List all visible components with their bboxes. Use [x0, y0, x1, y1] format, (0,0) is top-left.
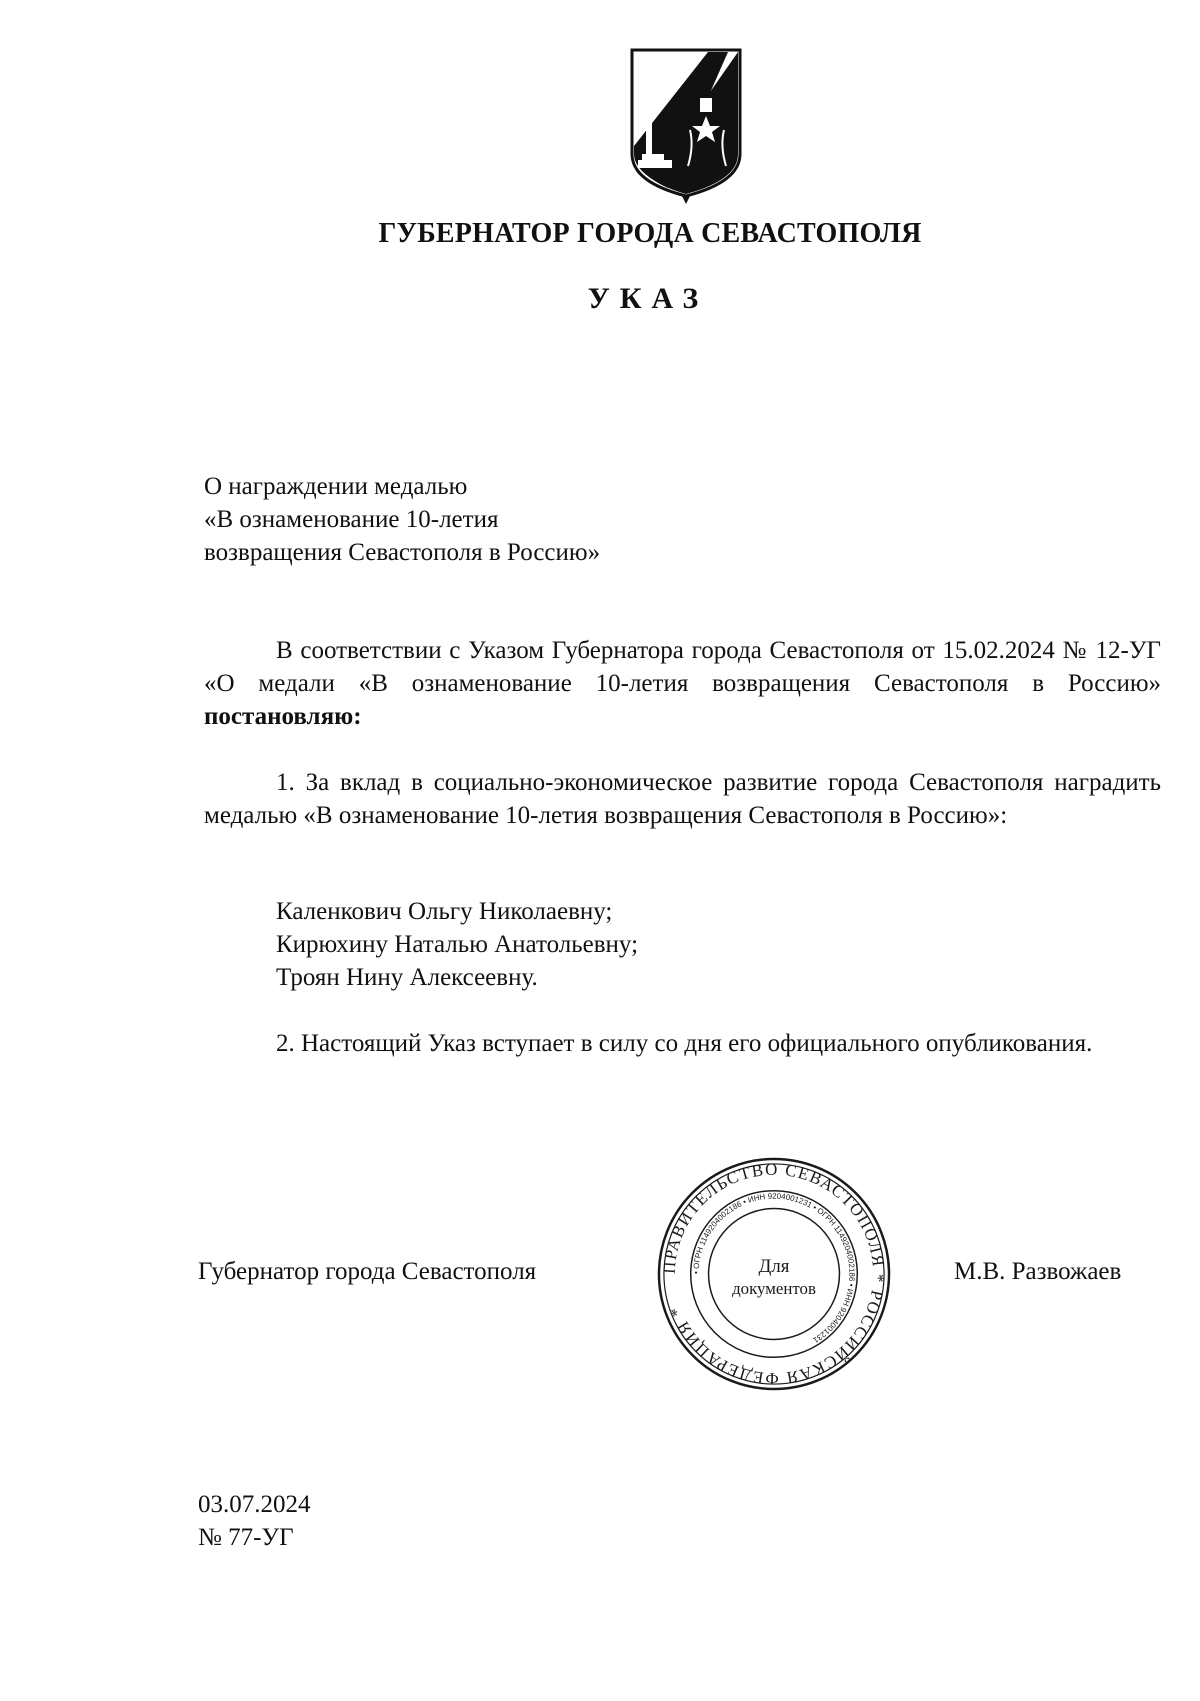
point-1-paragraph [204, 766, 1161, 832]
subject-line-2: «В ознаменование 10-летия [204, 506, 499, 533]
document-type-title: УКАЗ [587, 282, 709, 315]
coat-of-arms-icon [628, 46, 744, 206]
point-2-text: 2. Настоящий Указ вступает в силу со дня его официального опубликования. [276, 1030, 1093, 1057]
decree-word: постановляю: [204, 703, 362, 730]
point-2-paragraph [204, 1027, 1161, 1060]
preamble-text: В соответствии с Указом Губернатора города Севастополя от 15.02.2024 № 12-УГ «О медали «В ознаменование 10-летия возвращения Севастополя в Россию» [204, 637, 1161, 697]
awardee-list [276, 895, 638, 994]
point-1-text: 1. За вклад в социально-экономическое развитие города Севастополя наградить медалью «В ознаменование 10-летия возвращения Севастополя в Россию»: [204, 769, 1161, 829]
awardee-item: Троян Нину Алексеевну. [276, 964, 538, 991]
official-seal-stamp [655, 1155, 893, 1393]
seal-center-line-1: Для [758, 1256, 790, 1278]
decree-subject [204, 470, 600, 569]
seal-inner-text: • ОГРН 1149204002186 • ИНН 9204001231 • ОГРН 1149204002186 • ИНН 9204001231 [691, 1191, 857, 1345]
issuing-authority: ГУБЕРНАТОР ГОРОДА СЕВАСТОПОЛЯ [378, 218, 922, 249]
seal-outer-text: ПРАВИТЕЛЬСТВО СЕВАСТОПОЛЯ * РОССИЙСКАЯ ФЕДЕРАЦИЯ * [659, 1159, 889, 1389]
signatory-title: Губернатор города Севастополя [198, 1258, 537, 1285]
seal-center-line-2: документов [732, 1278, 816, 1298]
awardee-item: Кирюхину Наталью Анатольевну; [276, 931, 639, 958]
signatory-name: М.В. Развожаев [954, 1258, 1122, 1285]
decree-date: 03.07.2024 [198, 1491, 311, 1518]
subject-line-3: возвращения Севастополя в Россию» [204, 539, 601, 566]
subject-line-1: О награждении медалью [204, 473, 468, 500]
awardee-item: Каленкович Ольгу Николаевну; [276, 898, 613, 925]
preamble-paragraph [204, 634, 1161, 733]
decree-number: № 77-УГ [198, 1524, 294, 1551]
